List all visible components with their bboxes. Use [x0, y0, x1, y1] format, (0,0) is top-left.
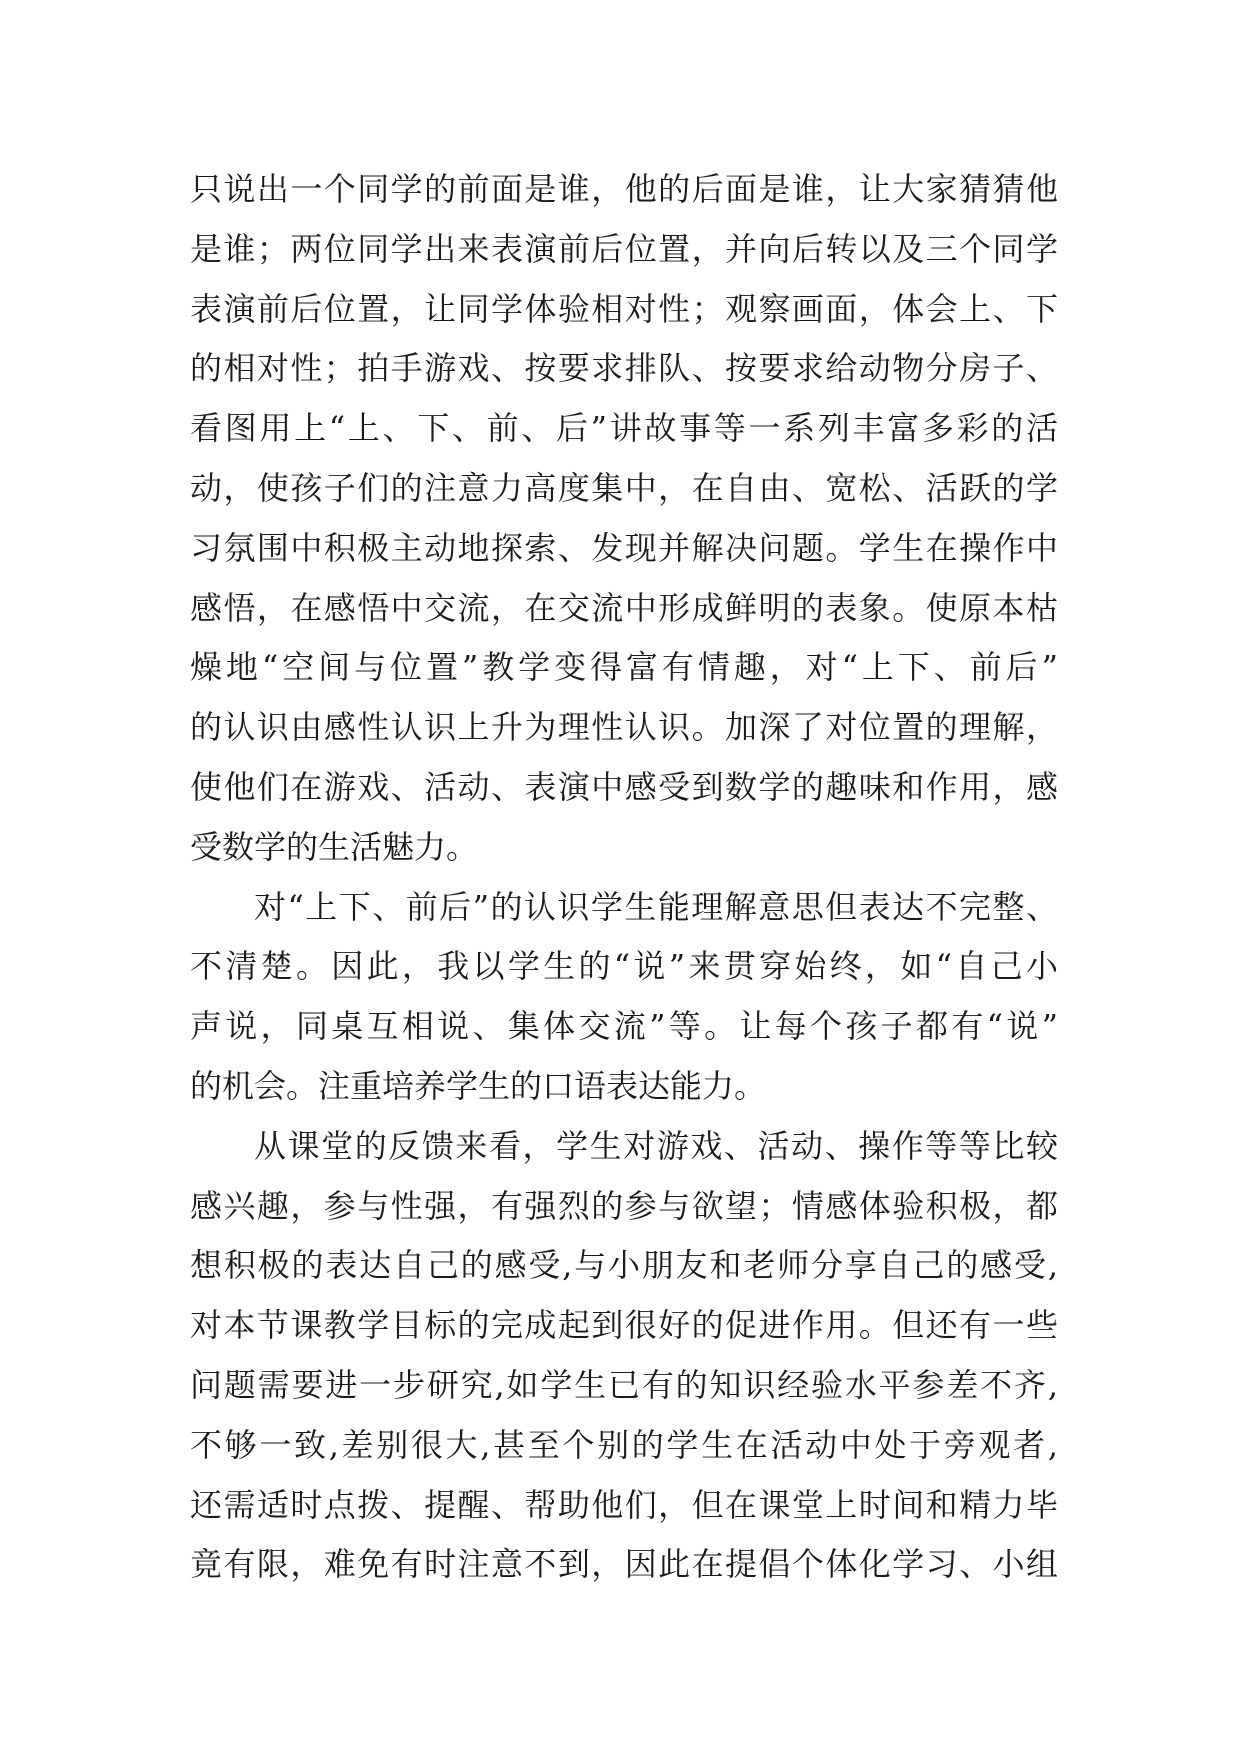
text-line: 习氛围中积极主动地探索、发现并解决问题。学生在操作中	[190, 528, 1058, 567]
text-line: 不清楚。因此，我以学生的“说”来贯穿始终，如“自己小	[190, 947, 1058, 986]
text-line: 的相对性；拍手游戏、按要求排队、按要求给动物分房子、	[190, 349, 1058, 388]
text-line: 动，使孩子们的注意力高度集中，在自由、宽松、活跃的学	[190, 468, 1058, 507]
text-line: 是谁；两位同学出来表演前后位置，并向后转以及三个同学	[190, 229, 1058, 268]
text-line: 想积极的表达自己的感受,与小朋友和老师分享自己的感受,	[190, 1246, 1058, 1285]
text-line: 只说出一个同学的前面是谁，他的后面是谁，让大家猜猜他	[190, 170, 1058, 208]
text-line: 不够一致,差别很大,甚至个别的学生在活动中处于旁观者,	[190, 1425, 1058, 1464]
text-line: 燥地“空间与位置”教学变得富有情趣，对“上下、前后”	[190, 648, 1058, 687]
text-line: 的认识由感性认识上升为理性认识。加深了对位置的理解，	[190, 708, 1058, 747]
text-line: 声说，同桌互相说、集体交流”等。让每个孩子都有“说”	[190, 1007, 1058, 1046]
text-line: 问题需要进一步研究,如学生已有的知识经验水平参差不齐,	[190, 1365, 1058, 1404]
text-line: 使他们在游戏、活动、表演中感受到数学的趣味和作用，感	[190, 767, 1058, 806]
text-line: 表演前后位置，让同学体验相对性；观察画面，体会上、下	[190, 289, 1058, 328]
text-line: 竟有限，难免有时注意不到，因此在提倡个体化学习、小组	[190, 1545, 1058, 1584]
text-line: 对本节课教学目标的完成起到很好的促进作用。但还有一些	[190, 1306, 1058, 1345]
text-line: 感悟，在感悟中交流，在交流中形成鲜明的表象。使原本枯	[190, 588, 1058, 627]
text-line: 对“上下、前后”的认识学生能理解意思但表达不完整、	[254, 887, 1058, 926]
text-line: 感兴趣，参与性强，有强烈的参与欲望；情感体验积极，都	[190, 1186, 1058, 1225]
text-line: 还需适时点拨、提醒、帮助他们，但在课堂上时间和精力毕	[190, 1485, 1058, 1524]
document-page	[190, 160, 1058, 1595]
text-line: 看图用上“上、下、前、后”讲故事等一系列丰富多彩的活	[190, 409, 1058, 448]
text-line: 的机会。注重培养学生的口语表达能力。	[190, 1066, 767, 1105]
text-line: 从课堂的反馈来看，学生对游戏、活动、操作等等比较	[254, 1126, 1058, 1165]
text-line: 受数学的生活魅力。	[190, 827, 479, 866]
